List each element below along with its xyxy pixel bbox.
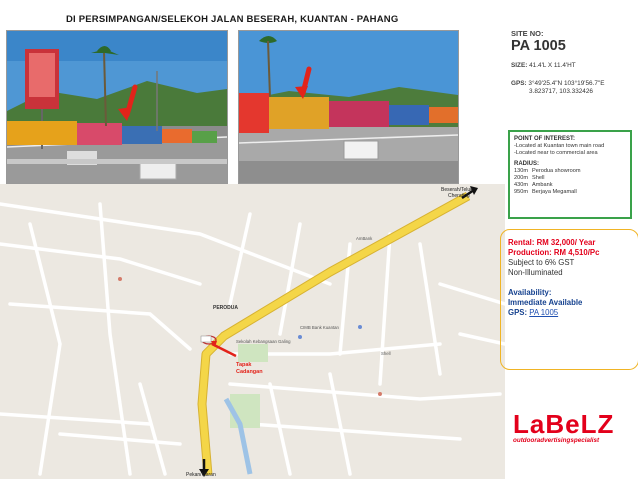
gps-label: GPS: (511, 80, 527, 87)
radius-place: Ambank (532, 182, 553, 188)
poi-item: -Located near to commercial area (514, 150, 598, 156)
availability-value: Immediate Available (508, 298, 583, 307)
radius-heading: RADIUS: (514, 161, 539, 167)
map-label-tapak: Tapak (236, 362, 252, 368)
radius-distance: 200m (514, 175, 528, 181)
poi-item: -Located at Kuantan town main road (514, 143, 605, 149)
gps-link[interactable]: PA 1005 (529, 308, 559, 317)
gps-row (508, 308, 634, 318)
radius-row (514, 175, 626, 182)
gps-decimal: 3.823717, 103.332426 (529, 88, 593, 95)
site-no-label: SITE NO: (511, 29, 544, 38)
gps-dms: 3°49'25.4"N 103°19'56.7"E (528, 80, 605, 87)
lighting-note: Non-Illuminated (508, 268, 563, 277)
radius-distance: 430m (514, 182, 528, 188)
logo-wordmark: LaBeLZ (513, 409, 615, 439)
radius-row (514, 182, 626, 189)
radius-distance: 950m (514, 189, 528, 195)
location-map[interactable] (0, 184, 505, 479)
radius-row (514, 168, 626, 175)
labelz-logo (513, 410, 633, 452)
rental-price: Rental: RM 32,000/ Year (508, 238, 596, 247)
map-label-beserah: Beserah/Teluk (441, 187, 473, 193)
map-label-ambank: AmBank (356, 236, 373, 241)
radius-place: Perodua showroom (532, 168, 581, 174)
size-label: SIZE: (511, 62, 528, 69)
radius-place: Berjaya Megamall (532, 189, 577, 195)
logo-tagline: outdooradvertisingspecialist (513, 437, 600, 444)
page-title: DI PERSIMPANGAN/SELEKOH JALAN BESERAH, KUANTAN - PAHANG (66, 14, 399, 25)
site-number: PA 1005 (511, 38, 566, 54)
map-label-cadangan: Cadangan (236, 369, 263, 375)
billboard-photo-left (6, 30, 228, 184)
point-of-interest-box (508, 130, 632, 219)
production-price: Production: RM 4,510/Pc (508, 248, 600, 257)
map-label-sk-galing: Sekolah Kebangsaan Galing (236, 339, 291, 344)
site-gps (511, 80, 631, 88)
site-info (511, 29, 631, 96)
poi-heading: POINT OF INTEREST: (514, 136, 576, 142)
radius-place: Shell (532, 175, 545, 181)
availability-label: Availability: (508, 288, 552, 297)
map-label-perodua: PERODUA (213, 305, 239, 311)
rental-info-box (500, 229, 638, 370)
map-label-cherating: Cherating (448, 193, 470, 199)
billboard-photo-right (238, 30, 459, 184)
map-label-pekan: Pekan/Maran (186, 472, 216, 478)
info-gps-label: GPS: (508, 308, 528, 317)
radius-distance: 130m (514, 168, 528, 174)
gst-note: Subject to 6% GST (508, 258, 575, 267)
site-size (511, 62, 631, 70)
radius-row (514, 189, 626, 196)
map-label-shell: Shell (381, 351, 391, 356)
size-value: 41.4'L X 11.4'HT (529, 62, 576, 69)
map-label-cimb: CIMB Bank Kuantan (300, 325, 339, 330)
